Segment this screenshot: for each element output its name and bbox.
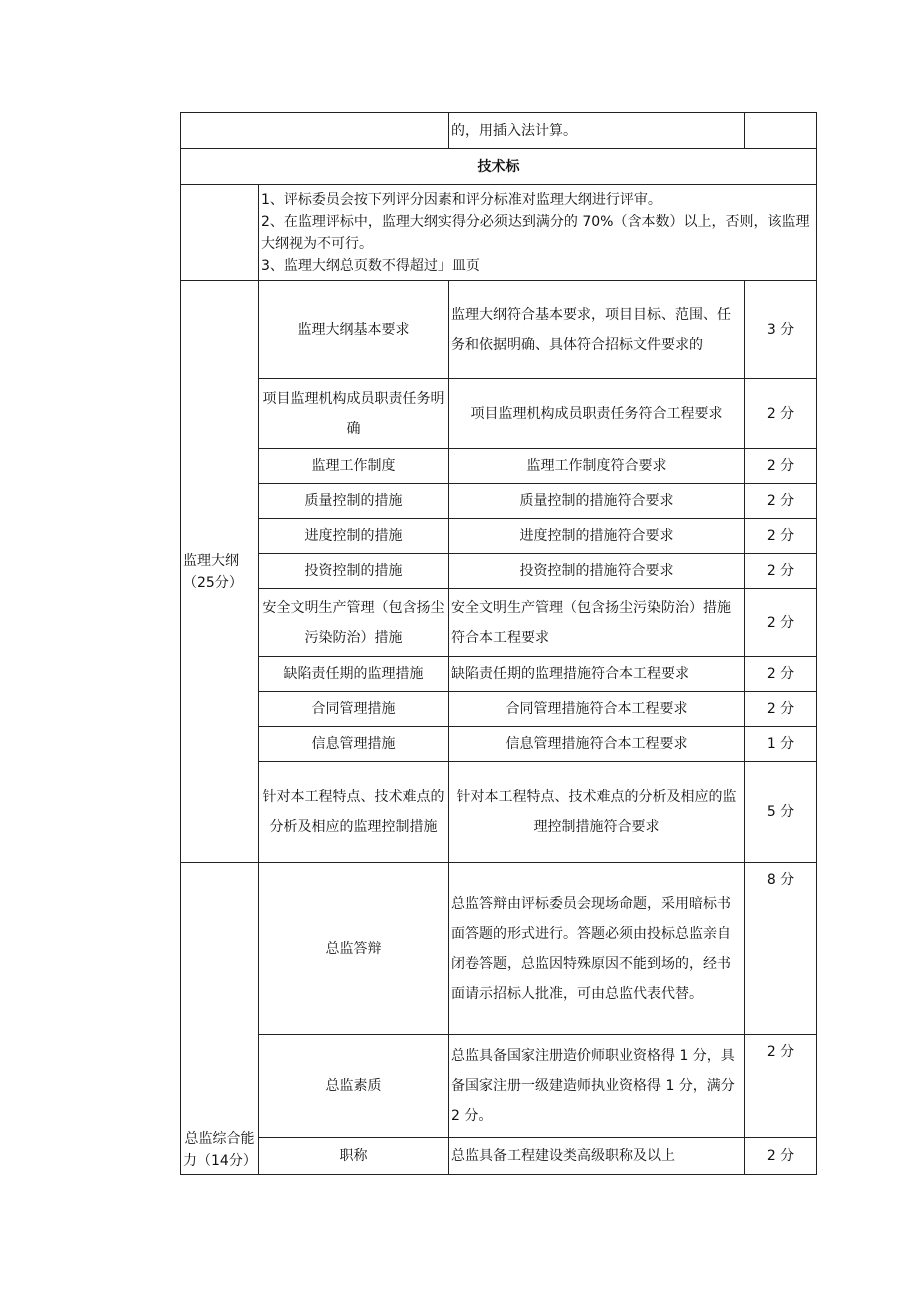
item-cell: 监理工作制度 <box>259 449 449 484</box>
criteria-cell: 总监具备国家注册造价师职业资格得 1 分，具备国家注册一级建造师执业资格得 1 分，满分 2 分。 <box>449 1035 745 1138</box>
score-cell: 2 分 <box>745 449 817 484</box>
table-row <box>181 589 817 657</box>
score-cell: 1 分 <box>745 727 817 762</box>
score-cell: 5 分 <box>745 762 817 863</box>
empty-cell <box>745 113 817 149</box>
item-cell: 项目监理机构成员职责任务明确 <box>259 379 449 449</box>
criteria-cell: 进度控制的措施符合要求 <box>449 519 745 554</box>
item-cell: 监理大纲基本要求 <box>259 281 449 379</box>
score-cell: 2 分 <box>745 379 817 449</box>
table-row <box>181 762 817 863</box>
scoring-table <box>180 112 817 1175</box>
table-row <box>181 554 817 589</box>
table-row <box>181 449 817 484</box>
empty-cell <box>181 185 259 281</box>
criteria-cell: 质量控制的措施符合要求 <box>449 484 745 519</box>
score-cell: 2 分 <box>745 554 817 589</box>
table-row <box>181 379 817 449</box>
item-cell: 缺陷责任期的监理措施 <box>259 657 449 692</box>
table-row <box>181 692 817 727</box>
score-cell: 2 分 <box>745 519 817 554</box>
item-cell: 总监素质 <box>259 1035 449 1138</box>
score-cell: 2 分 <box>745 657 817 692</box>
item-cell: 安全文明生产管理（包含扬尘污染防治）措施 <box>259 589 449 657</box>
score-cell: 8 分 <box>745 863 817 1035</box>
score-cell: 2 分 <box>745 484 817 519</box>
table-row <box>181 484 817 519</box>
score-cell: 2 分 <box>745 589 817 657</box>
instruction-1: 1、评标委员会按下列评分因素和评分标准对监理大纲进行评审。 <box>261 191 662 208</box>
item-cell: 职称 <box>259 1138 449 1175</box>
criteria-cell: 针对本工程特点、技术难点的分析及相应的监理控制措施符合要求 <box>449 762 745 863</box>
criteria-cell: 缺陷责任期的监理措施符合本工程要求 <box>449 657 745 692</box>
group-label-outline: 监理大纲（25分） <box>181 281 259 863</box>
table-row <box>181 863 817 1035</box>
criteria-cell: 安全文明生产管理（包含扬尘污染防治）措施符合本工程要求 <box>449 589 745 657</box>
group-label-director: 总监综合能力（14分） <box>181 863 259 1175</box>
table-row <box>181 519 817 554</box>
criteria-cell: 总监答辩由评标委员会现场命题，采用暗标书面答题的形式进行。答题必须由投标总监亲自闭卷答题，总监因特殊原因不能到场的，经书面请示招标人批准，可由总监代表代替。 <box>449 863 745 1035</box>
score-cell: 3 分 <box>745 281 817 379</box>
table-row <box>181 727 817 762</box>
criteria-cell: 信息管理措施符合本工程要求 <box>449 727 745 762</box>
table-row <box>181 149 817 185</box>
table-row <box>181 281 817 379</box>
score-cell: 2 分 <box>745 1138 817 1175</box>
instructions-cell <box>259 185 817 281</box>
item-cell: 投资控制的措施 <box>259 554 449 589</box>
criteria-cell: 总监具备工程建设类高级职称及以上 <box>449 1138 745 1175</box>
item-cell: 针对本工程特点、技术难点的分析及相应的监理控制措施 <box>259 762 449 863</box>
item-cell: 信息管理措施 <box>259 727 449 762</box>
criteria-cell: 合同管理措施符合本工程要求 <box>449 692 745 727</box>
instruction-3: 3、监理大纲总页数不得超过」皿页 <box>261 257 480 274</box>
table-row <box>181 1035 817 1138</box>
empty-cell <box>181 113 449 149</box>
criteria-cell: 监理大纲符合基本要求，项目目标、范围、任务和依据明确、具体符合招标文件要求的 <box>449 281 745 379</box>
item-cell: 合同管理措施 <box>259 692 449 727</box>
table-row <box>181 185 817 281</box>
criteria-cell: 的，用插入法计算。 <box>449 113 745 149</box>
table-row <box>181 113 817 149</box>
score-cell: 2 分 <box>745 692 817 727</box>
item-cell: 进度控制的措施 <box>259 519 449 554</box>
criteria-cell: 项目监理机构成员职责任务符合工程要求 <box>449 379 745 449</box>
item-cell: 质量控制的措施 <box>259 484 449 519</box>
criteria-cell: 投资控制的措施符合要求 <box>449 554 745 589</box>
score-cell: 2 分 <box>745 1035 817 1138</box>
criteria-cell: 监理工作制度符合要求 <box>449 449 745 484</box>
table-row <box>181 657 817 692</box>
table-row <box>181 1138 817 1175</box>
section-title: 技术标 <box>181 149 817 185</box>
instruction-2: 2、在监理评标中，监理大纲实得分必须达到满分的 70%（含本数）以上，否则，该监理大纲视为不可行。 <box>261 213 810 252</box>
item-cell: 总监答辩 <box>259 863 449 1035</box>
